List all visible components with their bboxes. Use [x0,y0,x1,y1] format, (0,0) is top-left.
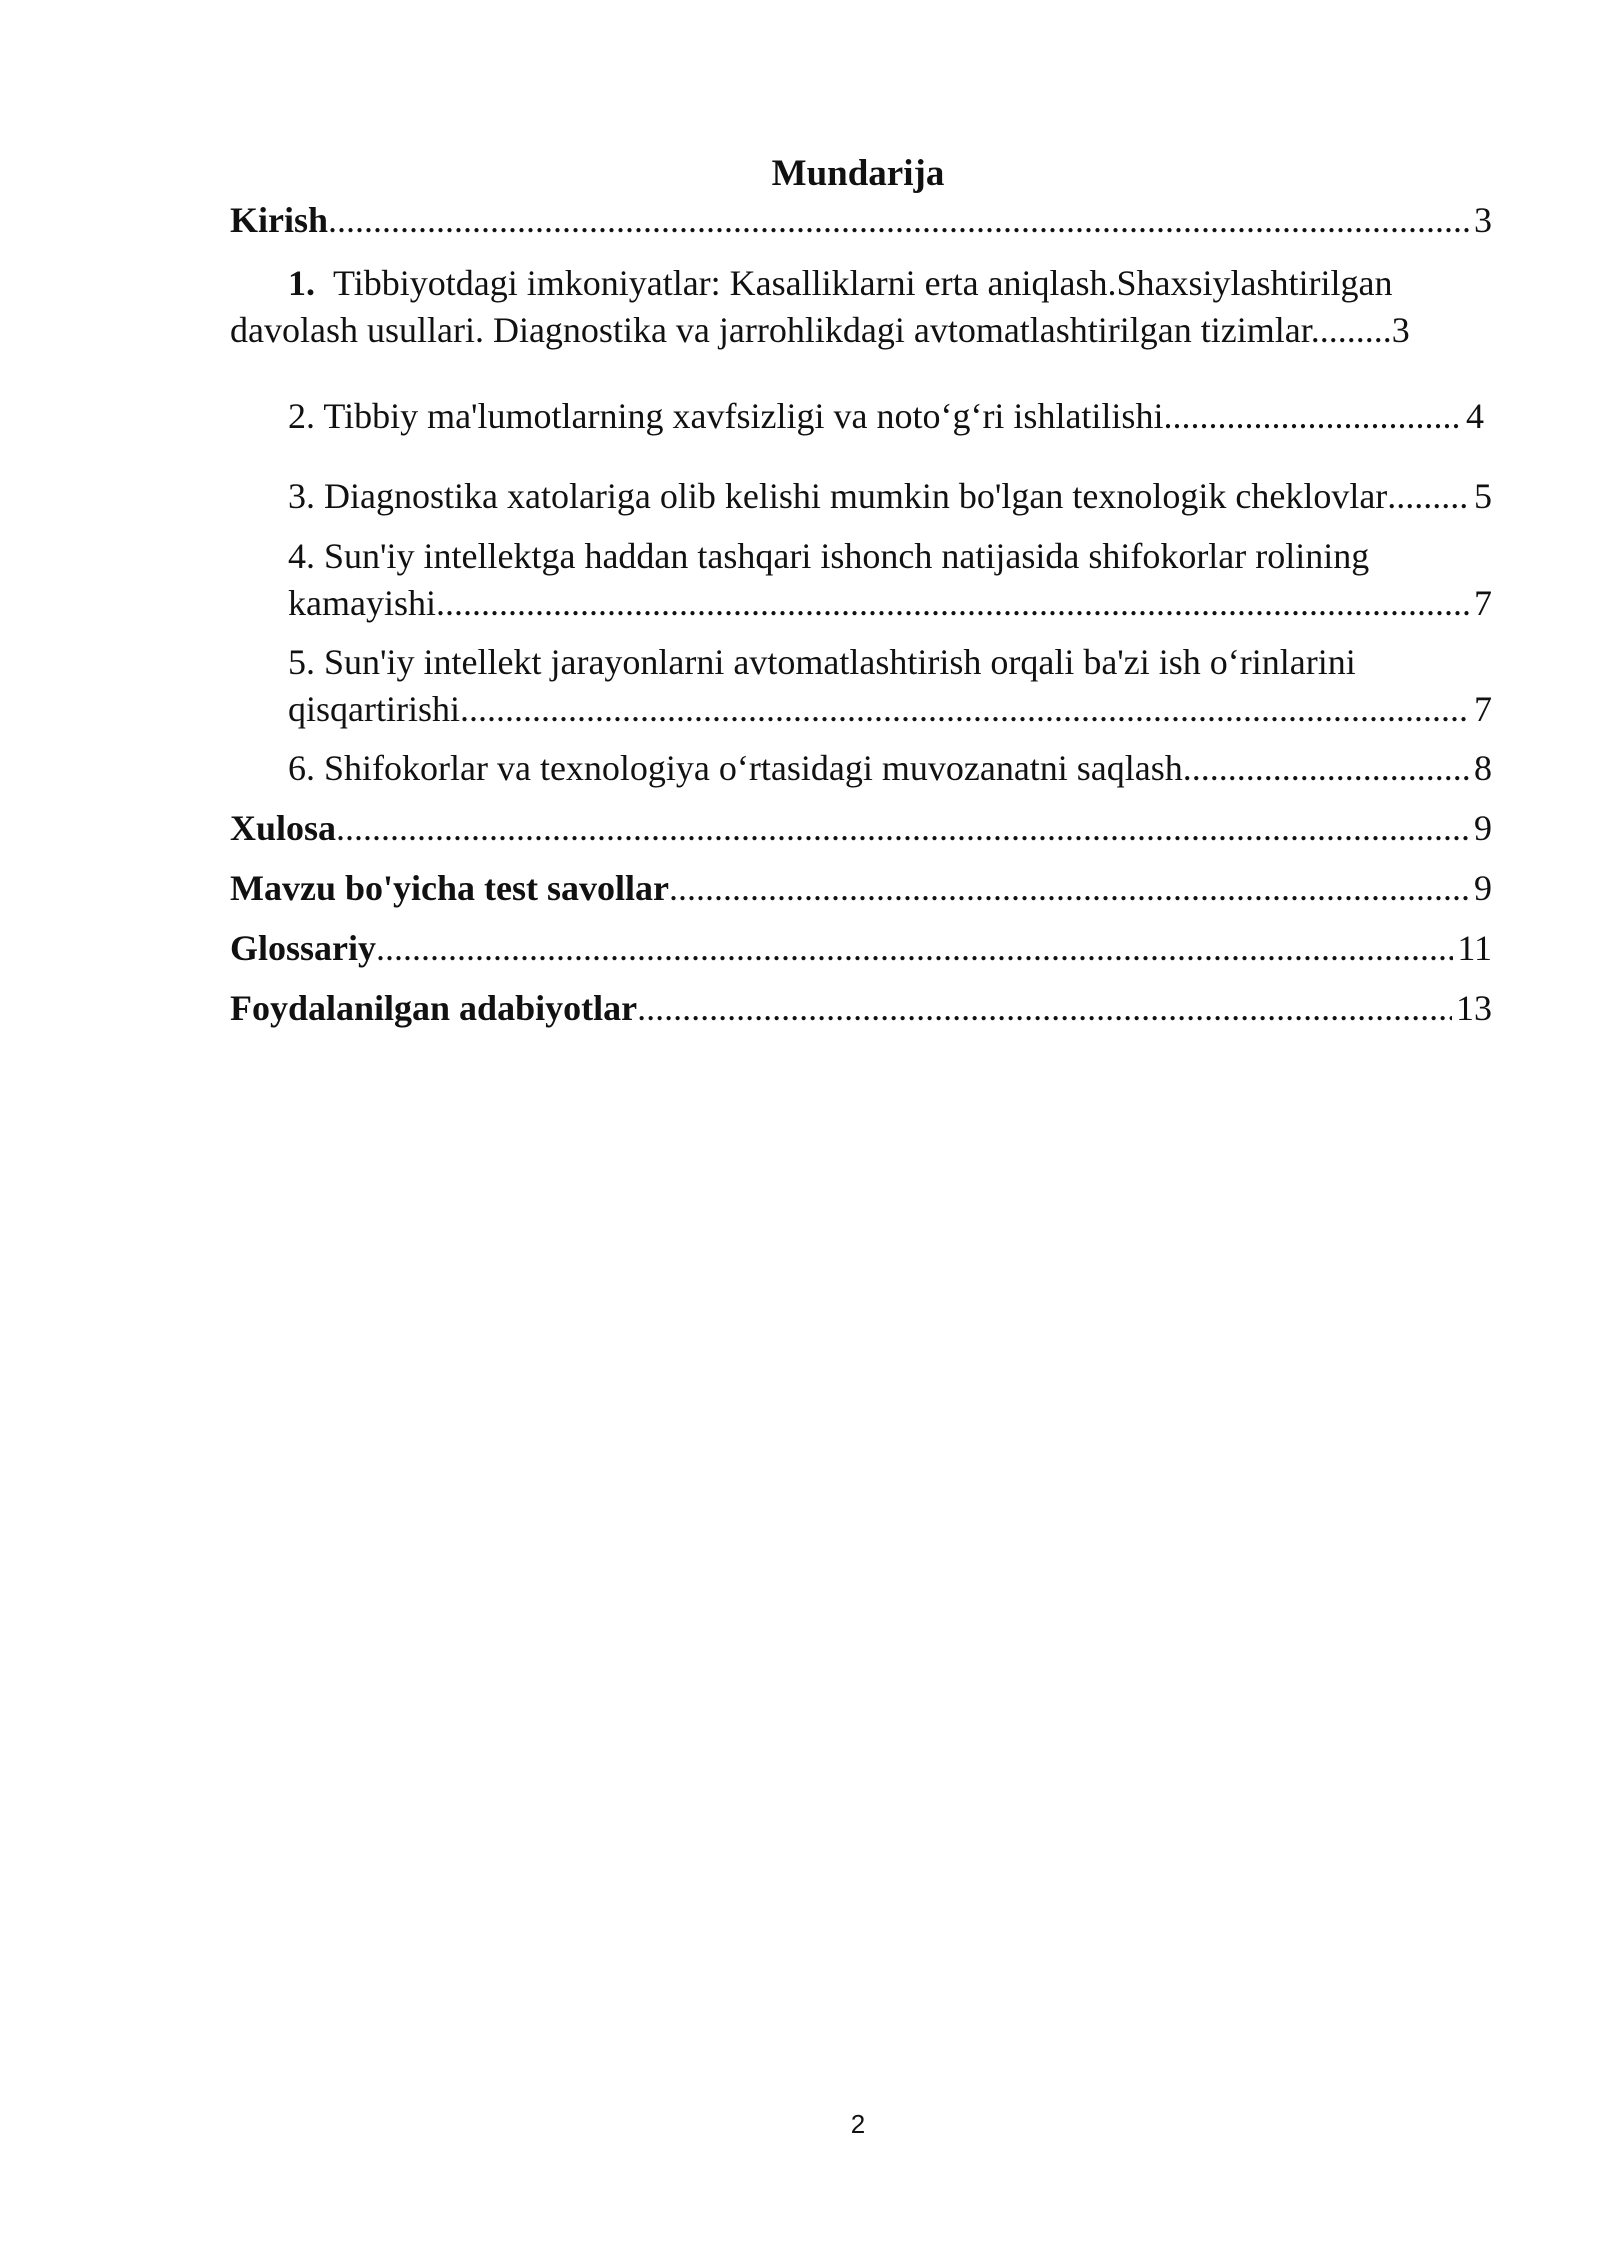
toc-entry-label: kamayishi [288,583,436,623]
toc-entry-line [288,686,1492,733]
toc-entry-3[interactable] [230,473,1492,520]
toc-entry-page: 7 [1474,583,1492,623]
toc-entry-page: 7 [1474,689,1492,729]
toc-leader-dots [460,686,1470,733]
toc-leader-dots [1183,745,1470,792]
toc-entry-4[interactable] [288,533,1492,627]
toc-leader-dots [637,985,1452,1032]
toc-entry-page: 5 [1474,476,1492,516]
toc-entry-kirish[interactable] [230,197,1492,244]
toc-entry-line: 5. Sun'iy intellekt jarayonlarni avtomatlashtirish orqali ba'zi ish o‘rinlarini [288,642,1356,682]
toc-entry-page: 3 [1474,200,1492,240]
toc-entry-page: 13 [1456,988,1492,1028]
toc-entry-label: Mavzu bo'yicha test savollar [230,868,669,908]
toc-entry-label: Foydalanilgan adabiyotlar [230,988,638,1028]
toc-leader-dots [436,580,1470,627]
toc-entry-line: davolash usullari. Diagnostika va jarrohlikdagi avtomatlashtirilgan tizimlar.........3 [230,310,1410,350]
toc-entry-line: 4. Sun'iy intellektga haddan tashqari ishonch natijasida shifokorlar rolining [288,536,1370,576]
toc-leader-dots [1163,393,1462,440]
toc-entry-label: Tibbiyotdagi imkoniyatlar: Kasalliklarni erta aniqlash.Shaxsiylashtirilgan [333,263,1393,303]
page-number: 2 [850,2109,866,2139]
toc-leader-dots [376,925,1453,972]
toc-entry-label: Kirish [230,200,329,240]
toc-entry-number: 1. [288,263,315,303]
toc-entry-label: Glossariy [230,928,377,968]
toc-leader-dots [1387,473,1470,520]
toc-entry-label: Xulosa [230,808,337,848]
toc-entry-test-savollar[interactable] [230,865,1492,912]
toc-entry-adabiyotlar[interactable] [230,985,1492,1032]
toc-entry-6[interactable] [230,745,1492,792]
toc-entry-page: 4 [1466,396,1484,436]
toc-entry-5[interactable] [288,639,1492,733]
toc-entry-glossariy[interactable] [230,925,1492,972]
toc-entry-label: 2. Tibbiy ma'lumotlarning xavfsizligi va noto‘g‘ri ishlatilishi [288,396,1164,436]
toc-leader-dots [669,865,1470,912]
toc-entry-line [288,580,1492,627]
toc-leader-dots [328,197,1470,244]
toc-entry-2[interactable] [230,393,1484,440]
toc-entry-label: 3. Diagnostika xatolariga olib kelishi mumkin bo'lgan texnologik cheklovlar [288,476,1388,516]
toc-title: Mundarija [771,153,945,194]
toc-entry-page: 11 [1457,928,1492,968]
toc-entry-xulosa[interactable] [230,805,1492,852]
toc-entry-page: 9 [1474,808,1492,848]
toc-entry-line [230,260,1410,307]
toc-entry-label: 6. Shifokorlar va texnologiya o‘rtasidagi muvozanatni saqlash [288,748,1183,788]
toc-entry-page: 9 [1474,868,1492,908]
toc-entry-1[interactable] [230,260,1410,354]
toc-leader-dots [336,805,1470,852]
toc-entry-page: 8 [1474,748,1492,788]
toc-entry-label: qisqartirishi [288,689,460,729]
